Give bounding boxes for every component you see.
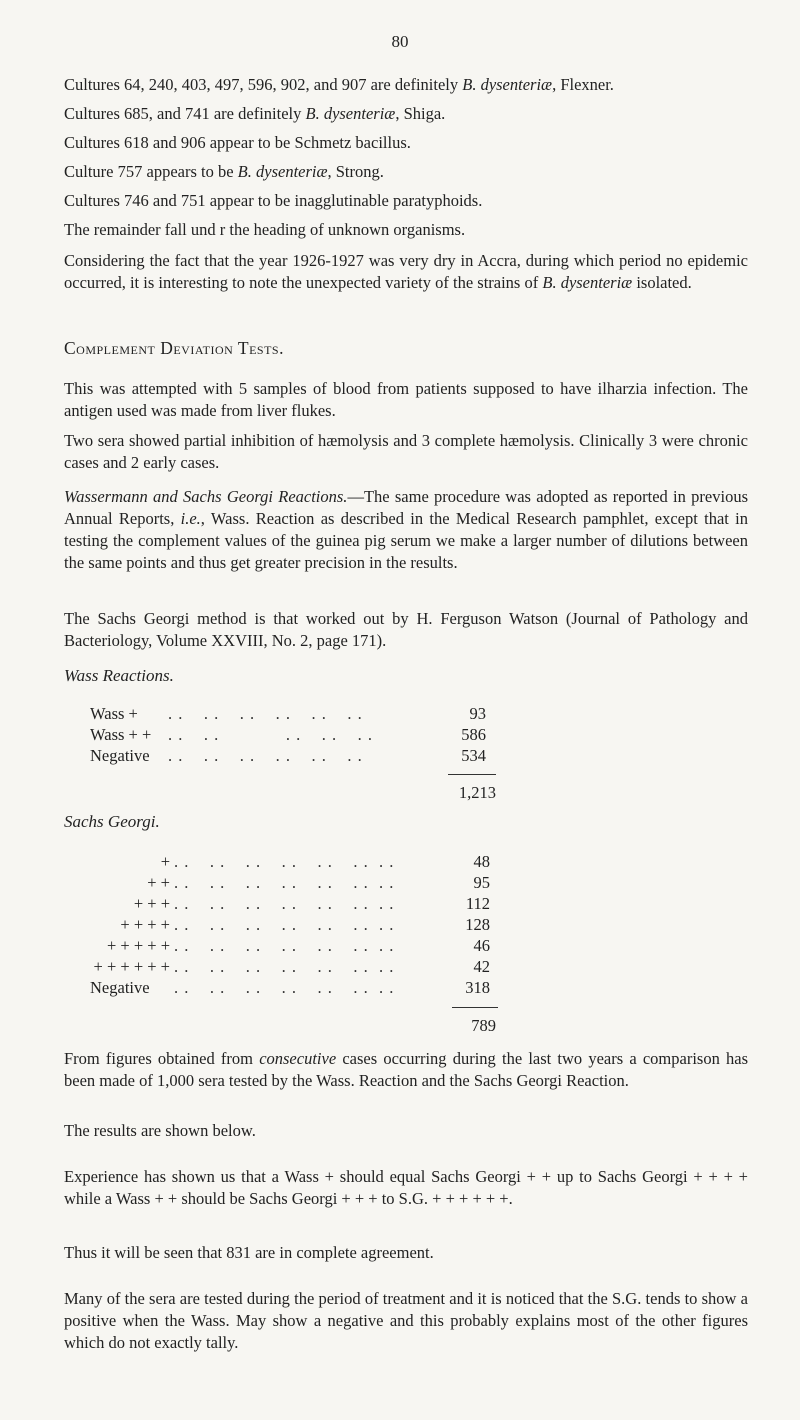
row-label: + + <box>147 873 170 892</box>
text-line: Cultures 64, 240, 403, 497, 596, 902, and 907 are definitely B. dysenteriæ, Flexner. <box>64 75 614 94</box>
row-value: 586 <box>461 725 486 744</box>
sum-rule <box>452 1007 498 1008</box>
row-value: 46 <box>473 936 490 955</box>
row-value: 318 <box>465 978 490 997</box>
row-value: 534 <box>461 746 486 765</box>
row-label: + + + + + <box>106 936 170 955</box>
leader-dots: . . . . . . . . . . . . . . <box>174 852 395 871</box>
text-line: Cultures 746 and 751 appear to be inagglutinable paratyphoids. <box>64 191 483 210</box>
leader-dots: . . . . . . . . . . . . <box>168 704 363 723</box>
row-label: + + + <box>133 894 170 913</box>
page-number: 80 <box>391 32 409 51</box>
text-line: Culture 757 appears to be B. dysenteriæ, Strong. <box>64 162 384 181</box>
paragraph: The results are shown below. <box>64 1121 256 1140</box>
row-value: 95 <box>473 873 490 892</box>
wass-total: 1,213 <box>458 783 496 802</box>
row-label: + <box>160 852 170 871</box>
row-label: Negative <box>90 978 150 997</box>
leader-dots: . . . . . . . . . . . . . . <box>174 978 395 997</box>
paragraph: Experience has shown us that a Wass + should equal Sachs Georgi + + up to Sachs Georgi + + + + while a Wass + + should be Sachs Georgi + + + to S.G. + + + + + +. <box>64 1167 748 1208</box>
row-label: + + + + + + <box>93 957 170 976</box>
row-value: 112 <box>465 894 490 913</box>
row-label: Negative <box>90 746 150 765</box>
leader-dots: . . . . . . . . . . . . . . <box>174 894 395 913</box>
text-line: Cultures 618 and 906 appear to be Schmetz bacillus. <box>64 133 411 152</box>
paragraph: Two sera showed partial inhibition of hæmolysis and 3 complete hæmolysis. Clinically 3 were chronic cases and 2 early cases. <box>64 431 748 472</box>
paragraph: Many of the sera are tested during the period of treatment and it is noticed that the S.G. tends to show a positive when the Wass. May show a negative and this probably explains most of the other figures which do not exactly tally. <box>64 1289 748 1352</box>
leader-dots: . . . . . . . . . . . . . . <box>174 873 395 892</box>
paragraph: Considering the fact that the year 1926-1927 was very dry in Accra, during which period no epidemic occurred, it is interesting to note the unexpected variety of the strains of B. dysenteriæ isolated. <box>64 251 748 292</box>
sum-rule <box>448 774 496 775</box>
paragraph: Thus it will be seen that 831 are in complete agreement. <box>64 1243 434 1262</box>
row-value: 128 <box>465 915 490 934</box>
sachs-total: 789 <box>471 1016 496 1035</box>
leader-dots: . . . . . . . . . . <box>168 725 373 744</box>
sachs-title: Sachs Georgi. <box>64 812 160 831</box>
paragraph: Wassermann and Sachs Georgi Reactions.—The same procedure was adopted as reported in previous Annual Reports, i.e., Wass. Reaction as described in the Medical Research pamphlet, except that in testing the complement values of the guinea pig serum we make a larger number of dilutions between the same points and thus get greater precision in the results. <box>64 487 748 572</box>
paragraph: From figures obtained from consecutive cases occurring during the last two years a comparison has been made of 1,000 sera tested by the Wass. Reaction and the Sachs Georgi Reaction. <box>64 1049 748 1090</box>
wass-title: Wass Reactions. <box>64 666 174 685</box>
leader-dots: . . . . . . . . . . . . . . <box>174 957 395 976</box>
row-label: Wass + <box>90 704 138 723</box>
leader-dots: . . . . . . . . . . . . . . <box>174 936 395 955</box>
leader-dots: . . . . . . . . . . . . <box>168 746 363 765</box>
text-line: Cultures 685, and 741 are definitely B. dysenteriæ, Shiga. <box>64 104 446 123</box>
row-label: Wass + + <box>90 725 152 744</box>
row-value: 42 <box>473 957 490 976</box>
section-heading: Complement Deviation Tests. <box>64 338 284 358</box>
leader-dots: . . . . . . . . . . . . . . <box>174 915 395 934</box>
paragraph: This was attempted with 5 samples of blood from patients supposed to have ilharzia infection. The antigen used was made from liver flukes. <box>64 379 748 420</box>
row-value: 48 <box>473 852 490 871</box>
row-label: + + + + <box>120 915 170 934</box>
row-value: 93 <box>469 704 486 723</box>
paragraph: The Sachs Georgi method is that worked out by H. Ferguson Watson (Journal of Pathology and Bacteriology, Volume XXVIII, No. 2, page 171). <box>64 609 748 650</box>
text-line: The remainder fall und r the heading of unknown organisms. <box>64 220 466 239</box>
